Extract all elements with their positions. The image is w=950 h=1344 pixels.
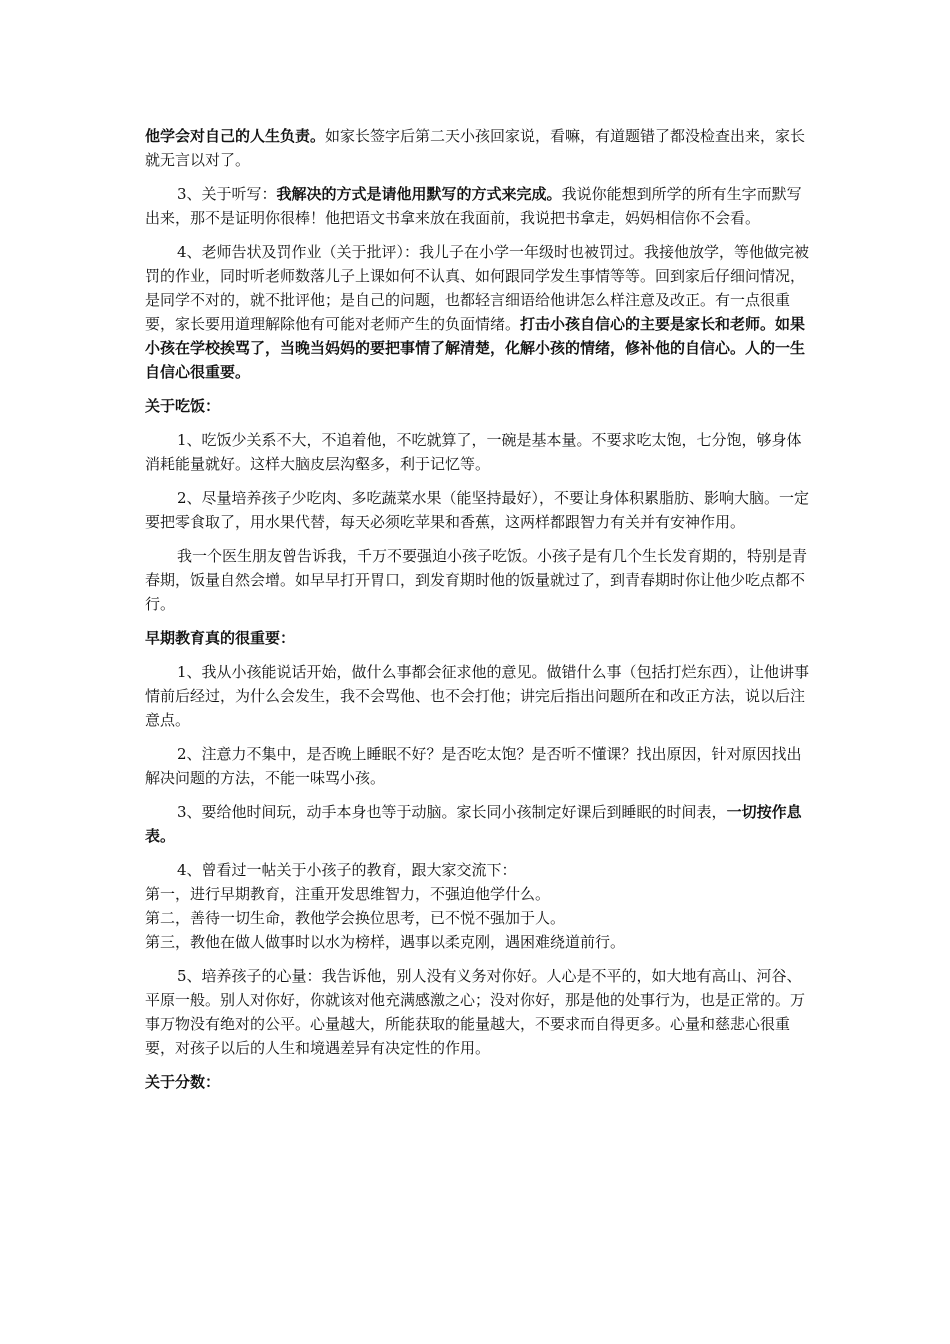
list-item: 第三，教他在做人做事时以水为榜样，遇事以柔克刚，遇困难绕道前行。 [145,933,626,951]
paragraph-eating-2: 2、尽量培养孩子少吃肉、多吃蔬菜水果（能坚持最好），不要让身体积累脂肪、影响大脑。一定要把零食取了，用水果代替，每天必须吃苹果和香蕉，这两样都跟智力有关并有安神作用。 [145,489,810,531]
paragraph-eating-1: 1、吃饭少关系不大，不追着他，不吃就算了，一碗是基本量。不要求吃太饱，七分饱，够身体消耗能量就好。这样大脑皮层沟壑多，利于记忆等。 [145,431,802,473]
bold-text: 我解决的方式是请他用默写的方式来完成。 [276,185,562,203]
paragraph-text: 如家长签字后第二天小孩回家说，看嘛，有道题错了都没检查出来，家长就无言以对了。 [145,127,806,169]
paragraph-text: 3、要给他时间玩，动手本身也等于动脑。家长同小孩制定好课后到睡眠的时间表， [177,803,727,821]
paragraph-doctor-friend: 我一个医生朋友曾告诉我，千万不要强迫小孩子吃饭。小孩子是有几个生长发育期的，特别是青春期，饭量自然会增。如早早打开胃口，到发育期时他的饭量就过了，到青春期时你让他少吃点都不行。 [145,547,808,613]
bold-text: 打击小孩自信心的主要是家长和老师。如果小孩在学校挨骂了，当晚当妈妈的要把事情了解清楚，化解小孩的情绪，修补他的自信心。人的一生自信心很重要。 [145,315,806,381]
paragraph-teacher-complaint [145,240,813,384]
bold-text: 他学会对自己的人生负责。 [145,127,326,145]
section-heading-eating: 关于吃饭： [145,397,221,415]
list-item: 第一，进行早期教育，注重开发思维智力，不强迫他学什么。 [145,885,551,903]
paragraph-text: 3、关于听写： [177,185,277,203]
bold-text: 一切按作息表。 [145,803,802,845]
paragraph-text: 我说你能想到所学的所有生字而默写出来，那不是证明你很棒！他把语文书拿来放在我面前，我说把书拿走，妈妈相信你不会看。 [145,185,802,227]
education-list [145,858,813,954]
paragraph-responsibility [145,124,813,172]
document-body [145,124,813,1104]
paragraph-early-3 [145,800,813,848]
paragraph-text: 4、老师告状及罚作业（关于批评）：我儿子在小学一年级时也被罚过。我接他放学，等他做完被罚的作业，同时听老师数落儿子上课如何不认真、如何跟同学发生事情等等。回到家后仔细问情况，是同学不对的，就不批评他；是自己的问题，也都轻言细语给他讲怎么样注意及改正。有一点很重要，家长要用道理解除他有可能对老师产生的负面情绪。 [145,243,810,333]
list-intro: 4、曾看过一帖关于小孩子的教育，跟大家交流下： [177,861,517,879]
paragraph-early-1: 1、我从小孩能说话开始，做什么事都会征求他的意见。做错什么事（包括打烂东西），让他讲事情前后经过，为什么会发生，我不会骂他、也不会打他；讲完后指出问题所在和改正方法，说以后注意点。 [145,663,810,729]
paragraph-dictation [145,182,813,230]
paragraph-mindset: 5、培养孩子的心量：我告诉他，别人没有义务对你好。人心是不平的，如大地有高山、河谷、平原一般。别人对你好，你就该对他充满感激之心；没对你好，那是他的处事行为，也是正常的。万事万物没有绝对的公平。心量越大，所能获取的能量越大，不要求而自得更多。心量和慈悲心很重要，对孩子以后的人生和境遇差异有决定性的作用。 [145,967,806,1057]
list-item: 第二，善待一切生命，教他学会换位思考，已不悦不强加于人。 [145,909,566,927]
paragraph-early-2: 2、注意力不集中，是否晚上睡眠不好？是否吃太饱？是否听不懂课？找出原因，针对原因找出解决问题的方法，不能一味骂小孩。 [145,745,802,787]
section-heading-early-education: 早期教育真的很重要： [145,629,296,647]
section-heading-scores: 关于分数： [145,1073,221,1091]
